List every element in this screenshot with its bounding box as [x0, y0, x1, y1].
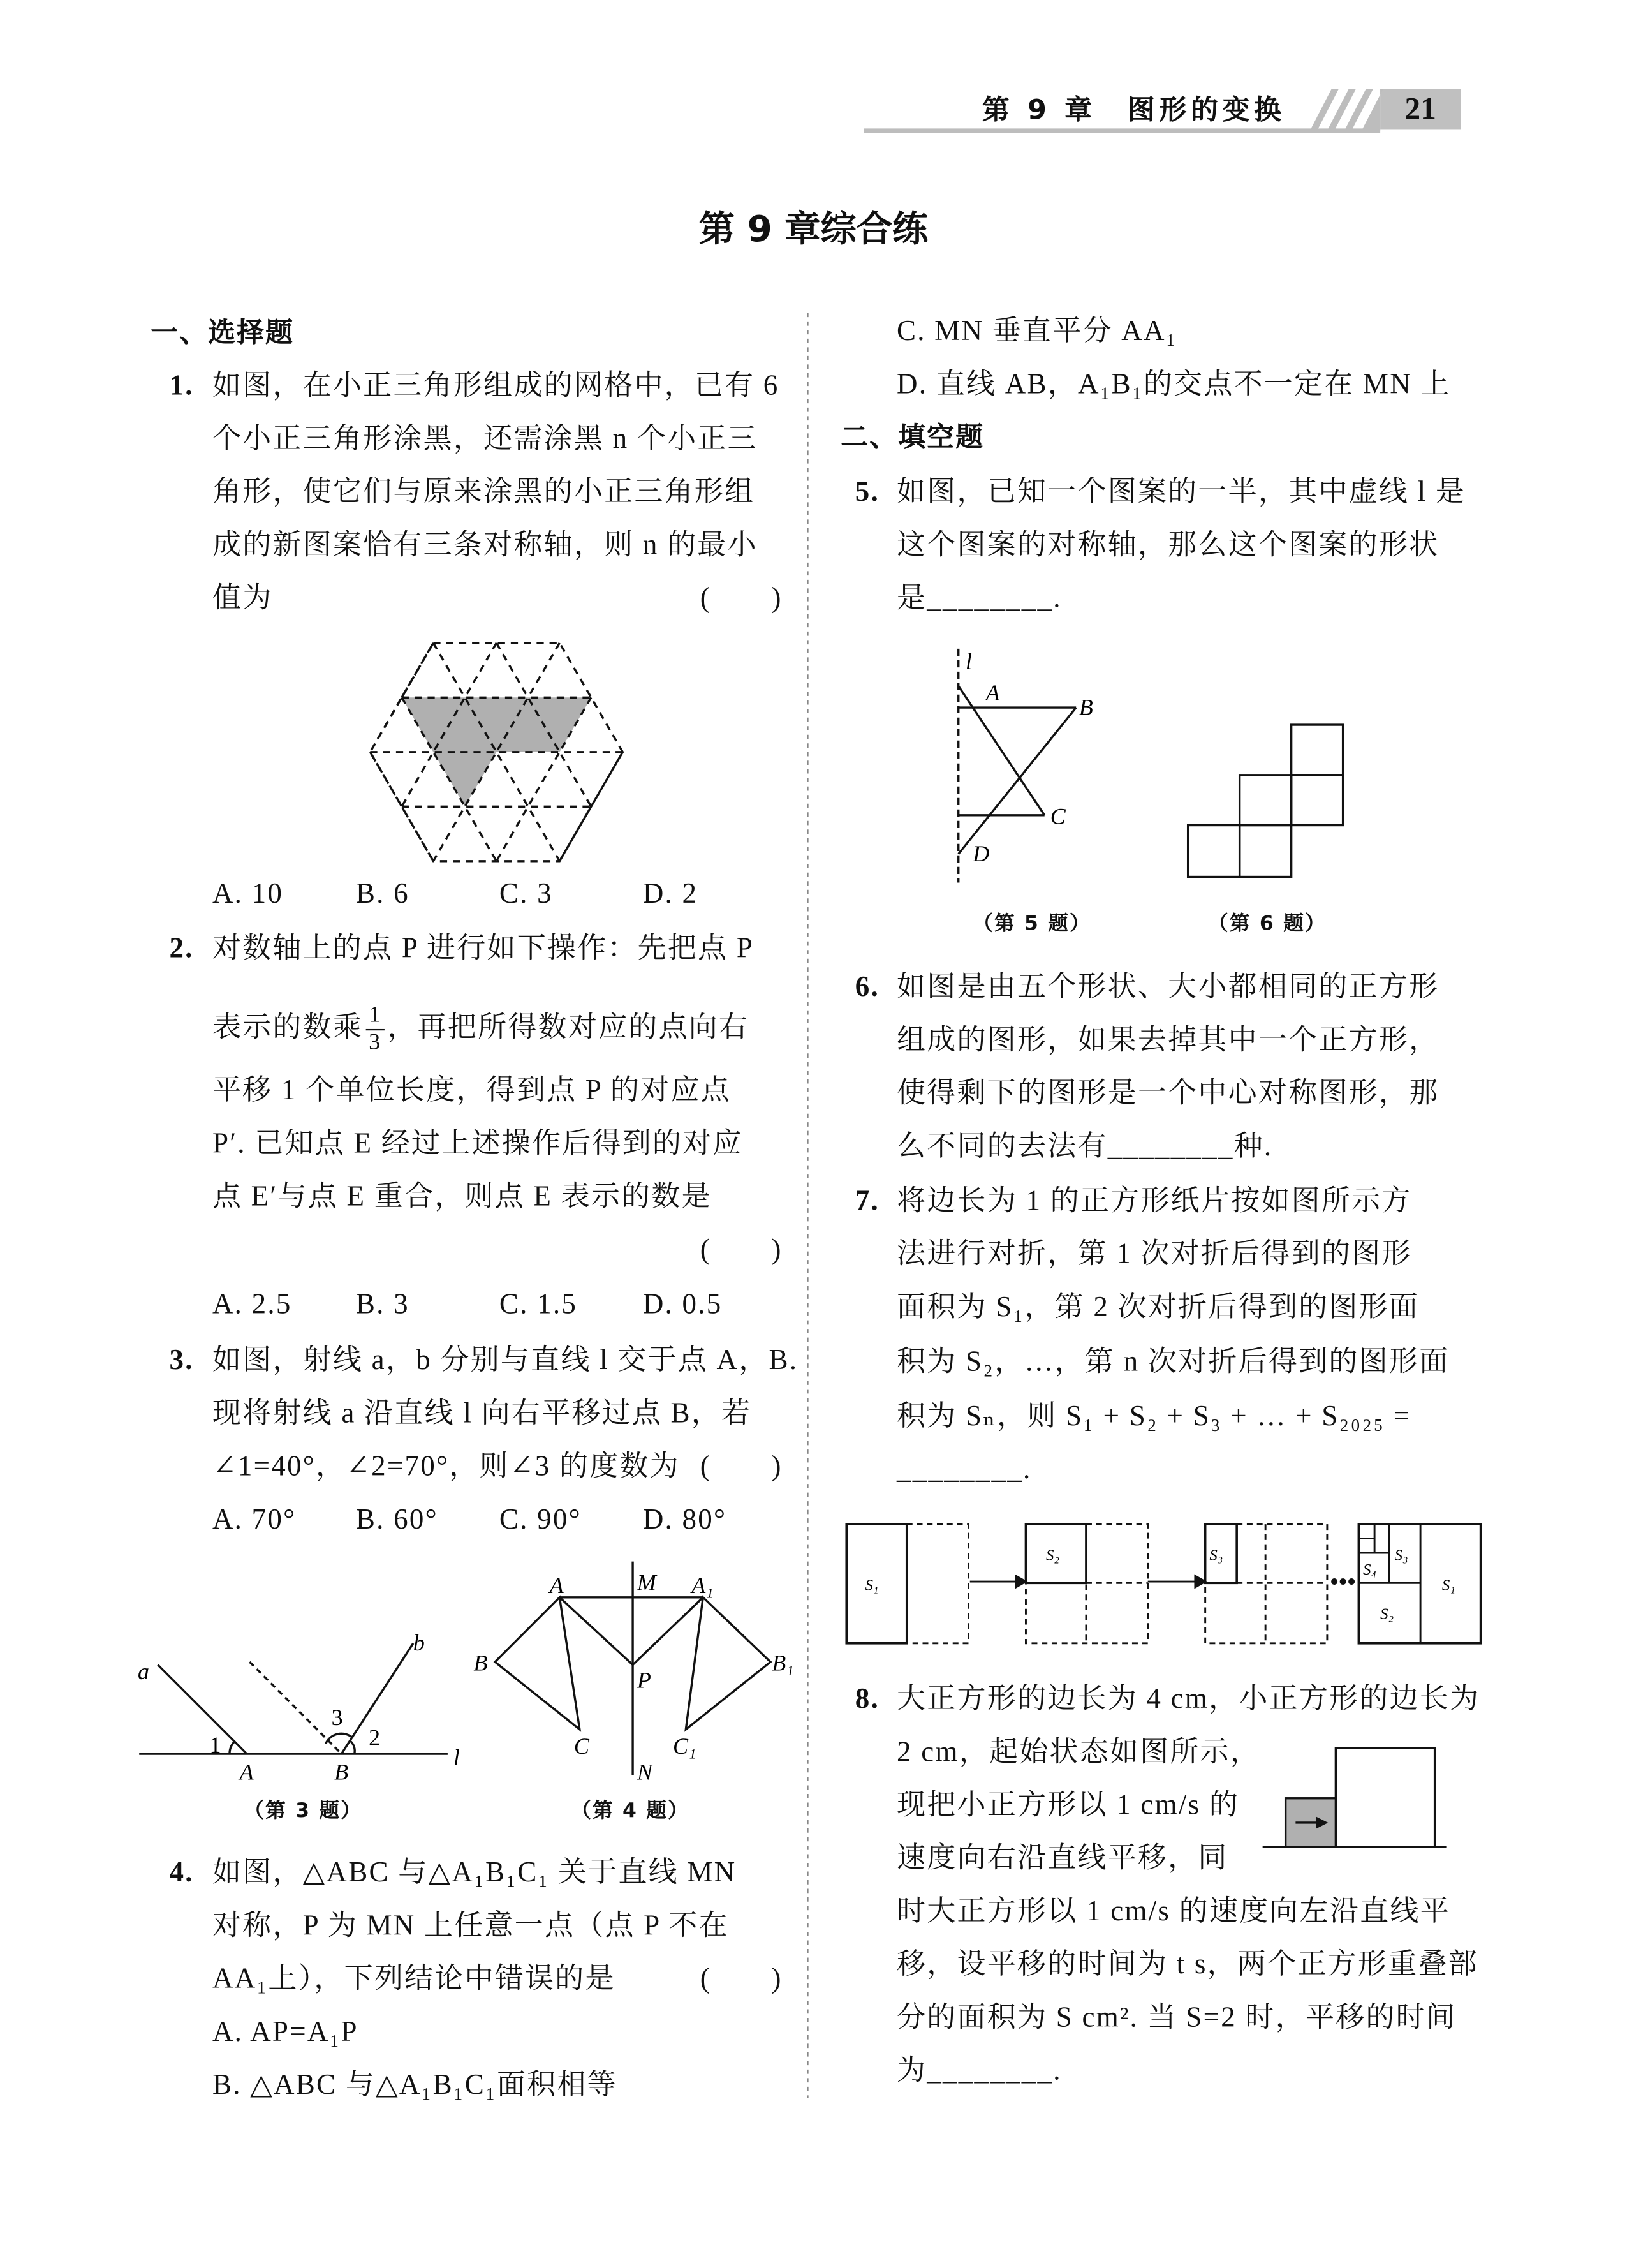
question-number: 2.	[169, 933, 194, 965]
answer-option: D. 0.5	[642, 1289, 723, 1321]
point-label: M	[637, 1569, 656, 1596]
question-text-line: 大正方形的边长为 4 cm，小正方形的边长为	[897, 1683, 1480, 1716]
area-label: S₄	[1363, 1560, 1377, 1578]
question-text-line: 么不同的去法有________种.	[897, 1130, 1273, 1163]
question-text-line: 平移 1 个单位长度，得到点 P 的对应点	[212, 1074, 731, 1107]
answer-option: C. 1.5	[499, 1289, 578, 1321]
section-heading: 二、填空题	[841, 422, 985, 454]
figure-7-folding	[846, 1524, 1480, 1643]
answer-option: C. MN 垂直平分 AA₁	[897, 315, 1177, 348]
question-number: 5.	[855, 476, 880, 508]
area-label: S₂	[1045, 1546, 1059, 1564]
point-label: B₁	[772, 1650, 794, 1676]
question-text-line: 点 E′与点 E 重合，则点 E 表示的数是	[212, 1181, 712, 1213]
question-text-line: 值为	[212, 582, 273, 614]
figure-3-rays	[139, 1643, 448, 1754]
question-text-line: 现把小正方形以 1 cm/s 的	[897, 1790, 1240, 1821]
question-text-line: ∠1=40°，∠2=70°，则∠3 的度数为	[212, 1451, 680, 1483]
question-text-line: 法进行对折，第 1 次对折后得到的图形	[897, 1238, 1412, 1270]
answer-option: A. AP=A₁P	[212, 2016, 358, 2049]
question-text-line: 是________.	[897, 582, 1062, 614]
section-heading: 一、选择题	[151, 317, 295, 349]
question-text-line: 如图，已知一个图案的一半，其中虚线 l 是	[897, 476, 1466, 508]
question-text-line: 分的面积为 S cm². 当 S=2 时，平移的时间	[897, 2002, 1457, 2034]
figure-6-five-squares	[1188, 725, 1343, 877]
figure-5-labels	[966, 648, 1093, 866]
question-text-line: 如图，射线 a，b 分别与直线 l 交于点 A，B.	[212, 1344, 799, 1377]
question-text-line: 个小正三角形涂黑，还需涂黑 n 个小正三	[212, 423, 758, 456]
figure-caption: （第 6 题）	[1208, 912, 1327, 936]
question-text-line: 如图，△ABC 与△A₁B₁C₁ 关于直线 MN	[212, 1857, 737, 1889]
question-text-line: AA₁上），下列结论中错误的是	[212, 1963, 615, 1995]
point-label: P	[637, 1667, 651, 1693]
question-number: 8.	[855, 1683, 880, 1716]
answer-option: C. 3	[499, 878, 553, 910]
question-text-line: 积为 Sₙ，则 S₁ + S₂ + S₃ + … + S₂₀₂₅ =	[897, 1400, 1411, 1433]
text-segment: ，再把所得数对应的点向右	[387, 1012, 749, 1044]
area-label: S₁	[1441, 1576, 1455, 1594]
figure-caption: （第 3 题）	[244, 1799, 363, 1823]
question-number: 1.	[169, 370, 194, 402]
answer-parentheses: ( )	[700, 582, 783, 614]
question-text-line: 对数轴上的点 P 进行如下操作：先把点 P	[212, 933, 755, 965]
angle-3-label: 3	[331, 1705, 343, 1731]
answer-parentheses: ( )	[700, 1234, 783, 1266]
page-title: 第 9 章综合练	[698, 208, 929, 250]
answer-option: B. 60°	[355, 1504, 438, 1536]
point-label: A	[985, 679, 1000, 706]
question-number: 3.	[169, 1344, 194, 1377]
figure-4-symmetric-triangles	[495, 1562, 770, 1775]
shaded-triangles	[402, 697, 591, 806]
question-text-line: 速度向右沿直线平移，同	[897, 1842, 1228, 1874]
area-label: S₁	[865, 1576, 879, 1594]
area-label: S₂	[1380, 1605, 1394, 1623]
answer-parentheses: ( )	[700, 1451, 783, 1483]
question-text-line: 使得剩下的图形是一个中心对称图形，那	[897, 1078, 1439, 1109]
question-text-line: 这个图案的对称轴，那么这个图案的形状	[897, 530, 1439, 561]
point-label: B	[473, 1650, 488, 1676]
point-label: l	[965, 648, 972, 674]
question-text-line: 如图，在小正三角形组成的网格中，已有 6	[212, 370, 779, 402]
fraction	[366, 1003, 385, 1056]
fraction-denominator: 3	[369, 1030, 382, 1055]
label-a: a	[137, 1659, 149, 1685]
question-text-line: 积为 S₂，…，第 n 次对折后得到的图形面	[897, 1346, 1450, 1378]
question-text-line: 时大正方形以 1 cm/s 的速度向左沿直线平	[897, 1895, 1450, 1928]
question-text-line: 如图是由五个形状、大小都相同的正方形	[897, 971, 1439, 1004]
point-label: C	[1050, 803, 1066, 829]
point-label: D	[973, 840, 990, 866]
question-number: 6.	[855, 971, 880, 1004]
answer-option: D. 直线 AB，A₁B₁的交点不一定在 MN 上	[897, 369, 1451, 401]
line-l-label: l	[453, 1745, 460, 1771]
question-text-line: 角形，使它们与原来涂黑的小正三角形组	[212, 476, 755, 508]
running-header-chapter: 第 9 章 图形的变换	[982, 94, 1286, 126]
answer-option: C. 90°	[499, 1504, 582, 1536]
answer-option: D. 80°	[642, 1504, 727, 1536]
label-b: b	[413, 1630, 425, 1656]
question-text-line: P′. 已知点 E 经过上述操作后得到的对应	[212, 1128, 743, 1160]
point-label: N	[637, 1759, 652, 1785]
question-text-line: ________.	[897, 1453, 1032, 1486]
area-label: S₃	[1209, 1546, 1223, 1564]
answer-option: A. 10	[212, 878, 284, 910]
triangle-grid-figure	[370, 643, 622, 861]
header-decoration	[864, 89, 1383, 130]
point-label: B	[1079, 694, 1093, 720]
text-segment: 表示的数乘	[212, 1012, 364, 1044]
figure-7-labels	[865, 1546, 1455, 1622]
area-label: S₃	[1394, 1546, 1408, 1564]
answer-option: D. 2	[642, 878, 698, 910]
answer-option: B. 6	[355, 878, 409, 910]
fraction-numerator: 1	[366, 1003, 385, 1030]
question-text-line: 2 cm，起始状态如图所示，	[897, 1737, 1261, 1768]
point-label: A	[549, 1573, 564, 1599]
question-text-line: 将边长为 1 的正方形纸片按如图所示方	[897, 1185, 1412, 1217]
question-number: 4.	[169, 1857, 194, 1889]
question-text-line	[212, 1003, 749, 1056]
figure-caption: （第 5 题）	[973, 912, 1091, 936]
point-b-label: B	[334, 1759, 349, 1785]
answer-option: B. △ABC 与△A₁B₁C₁面积相等	[212, 2069, 617, 2101]
question-text-line: 组成的图形，如果去掉其中一个正方形，	[897, 1025, 1439, 1056]
answer-option: B. 3	[355, 1289, 409, 1321]
point-label: A₁	[691, 1573, 714, 1599]
point-label: C	[573, 1733, 589, 1760]
question-text-line: 对称，P 为 MN 上任意一点（点 P 不在	[212, 1910, 729, 1942]
question-text-line: 面积为 S₁，第 2 次对折后得到的图形面	[897, 1291, 1420, 1324]
answer-option: A. 70°	[212, 1504, 297, 1536]
point-label: C₁	[673, 1733, 696, 1760]
figure-8-squares	[1263, 1748, 1447, 1847]
angle-1-label: 1	[209, 1731, 221, 1758]
question-text-line: 成的新图案恰有三条对称轴，则 n 的最小	[212, 530, 758, 561]
point-a-label: A	[239, 1759, 254, 1785]
question-text-line: 为________.	[897, 2055, 1062, 2087]
figure-caption: （第 4 题）	[571, 1799, 689, 1823]
figure-3-labels	[138, 1630, 460, 1784]
question-text-line: 现将射线 a 沿直线 l 向右平移过点 B，若	[212, 1398, 752, 1430]
answer-parentheses: ( )	[700, 1963, 783, 1995]
page-number: 21	[1380, 89, 1461, 129]
question-number: 7.	[855, 1185, 880, 1217]
question-text-line: 移，设平移的时间为 t s，两个正方形重叠部	[897, 1948, 1478, 1981]
angle-2-label: 2	[369, 1724, 381, 1751]
answer-option: A. 2.5	[212, 1289, 292, 1321]
